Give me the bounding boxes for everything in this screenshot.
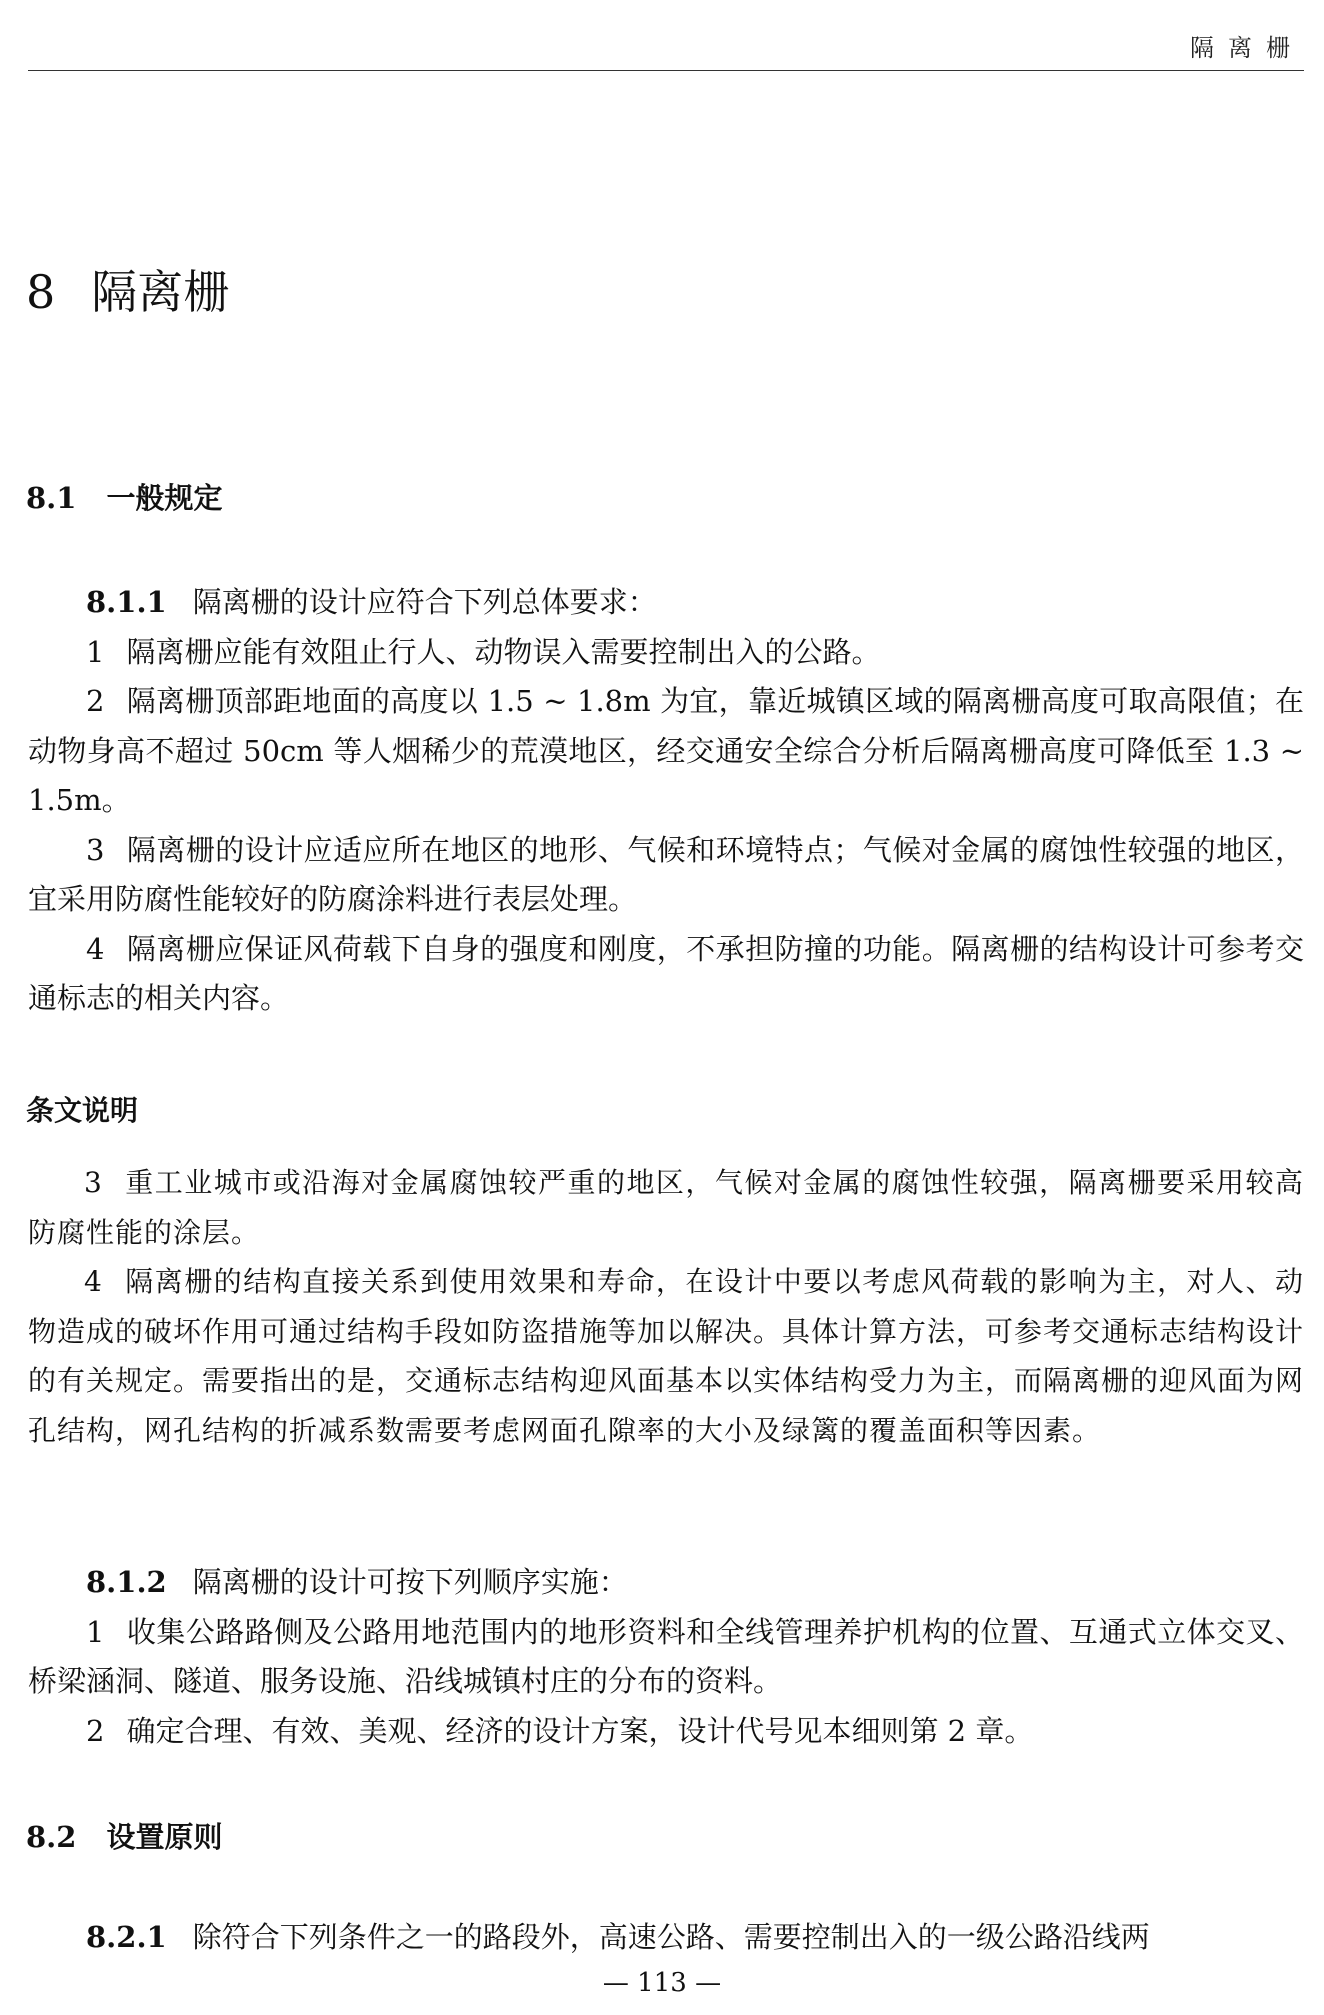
- commentary-label: 条文说明: [26, 1094, 139, 1127]
- clause-intro: [28, 578, 1304, 628]
- list-item: [28, 628, 1304, 678]
- header-divider: [28, 70, 1304, 71]
- clause-intro-text: 除符合下列条件之一的路段外，高速公路、需要控制出入的一级公路沿线两: [192, 1920, 1150, 1954]
- item-text: 确定合理、有效、美观、经济的设计方案，设计代号见本细则第 2 章。: [126, 1713, 1034, 1748]
- section-heading-8-1: [26, 478, 222, 518]
- clause-intro-text: 隔离栅的设计应符合下列总体要求：: [192, 585, 657, 619]
- list-item: [28, 1257, 1304, 1455]
- list-item: [28, 677, 1304, 826]
- item-text: 隔离栅应能有效阻止行人、动物误入需要控制出入的公路。: [126, 634, 881, 669]
- page-number: — 113 —: [602, 1968, 722, 1998]
- list-item: [28, 1158, 1304, 1257]
- chapter-title: [26, 262, 229, 322]
- section-number: 8.2: [26, 1820, 77, 1854]
- clause-intro: [28, 1558, 1304, 1608]
- list-item: [28, 925, 1304, 1024]
- clause-8-2-1: [28, 1913, 1304, 1963]
- list-item: [28, 1707, 1304, 1757]
- list-item: [28, 826, 1304, 925]
- item-number: 2: [86, 684, 105, 718]
- item-number: 2: [86, 1713, 105, 1748]
- item-number: 1: [86, 1614, 105, 1649]
- clause-8-1-1: [28, 578, 1304, 1024]
- clause-number: 8.2.1: [86, 1920, 167, 1954]
- item-number: 3: [84, 1166, 103, 1199]
- item-number: 4: [84, 1265, 103, 1298]
- chapter-title-text: 隔离栅: [91, 265, 230, 319]
- item-number: 4: [86, 931, 105, 966]
- clause-intro: [28, 1913, 1304, 1963]
- item-number: 1: [86, 634, 105, 669]
- clause-number: 8.1.2: [86, 1565, 167, 1599]
- list-item: [28, 1608, 1304, 1707]
- clause-number: 8.1.1: [86, 585, 167, 619]
- item-number: 3: [86, 832, 105, 867]
- item-text: 隔离栅应保证风荷载下自身的强度和刚度，不承担防撞的功能。隔离栅的结构设计可参考交通标志的相关内容。: [28, 931, 1304, 1015]
- section-number: 8.1: [26, 481, 77, 515]
- commentary-block: [28, 1158, 1304, 1455]
- item-text: 收集公路路侧及公路用地范围内的地形资料和全线管理养护机构的位置、互通式立体交叉、桥梁涵洞、隧道、服务设施、沿线城镇村庄的分布的资料。: [28, 1614, 1304, 1698]
- item-text: 隔离栅顶部距地面的高度以 1.5 ~ 1.8m 为宜，靠近城镇区域的隔离栅高度可取高限值；在动物身高不超过 50cm 等人烟稀少的荒漠地区，经交通安全综合分析后隔离栅高度可降低至 1.3 ~ 1.5m。: [28, 684, 1304, 817]
- section-title: 一般规定: [106, 481, 223, 515]
- clause-intro-text: 隔离栅的设计可按下列顺序实施：: [192, 1565, 628, 1599]
- chapter-number: 8: [26, 265, 56, 319]
- item-text: 隔离栅的设计应适应所在地区的地形、气候和环境特点；气候对金属的腐蚀性较强的地区，宜采用防腐性能较好的防腐涂料进行表层处理。: [28, 832, 1304, 916]
- running-header: 隔离栅: [1190, 34, 1304, 62]
- section-heading-8-2: [26, 1817, 222, 1857]
- item-text: 重工业城市或沿海对金属腐蚀较严重的地区，气候对金属的腐蚀性较强，隔离栅要采用较高防腐性能的涂层。: [28, 1166, 1304, 1249]
- item-text: 隔离栅的结构直接关系到使用效果和寿命，在设计中要以考虑风荷载的影响为主，对人、动物造成的破坏作用可通过结构手段如防盗措施等加以解决。具体计算方法，可参考交通标志结构设计的有关规定。需要指出的是，交通标志结构迎风面基本以实体结构受力为主，而隔离栅的迎风面为网孔结构，网孔结构的折减系数需要考虑网面孔隙率的大小及绿篱的覆盖面积等因素。: [28, 1265, 1305, 1447]
- section-title: 设置原则: [106, 1820, 223, 1854]
- clause-8-1-2: [28, 1558, 1304, 1756]
